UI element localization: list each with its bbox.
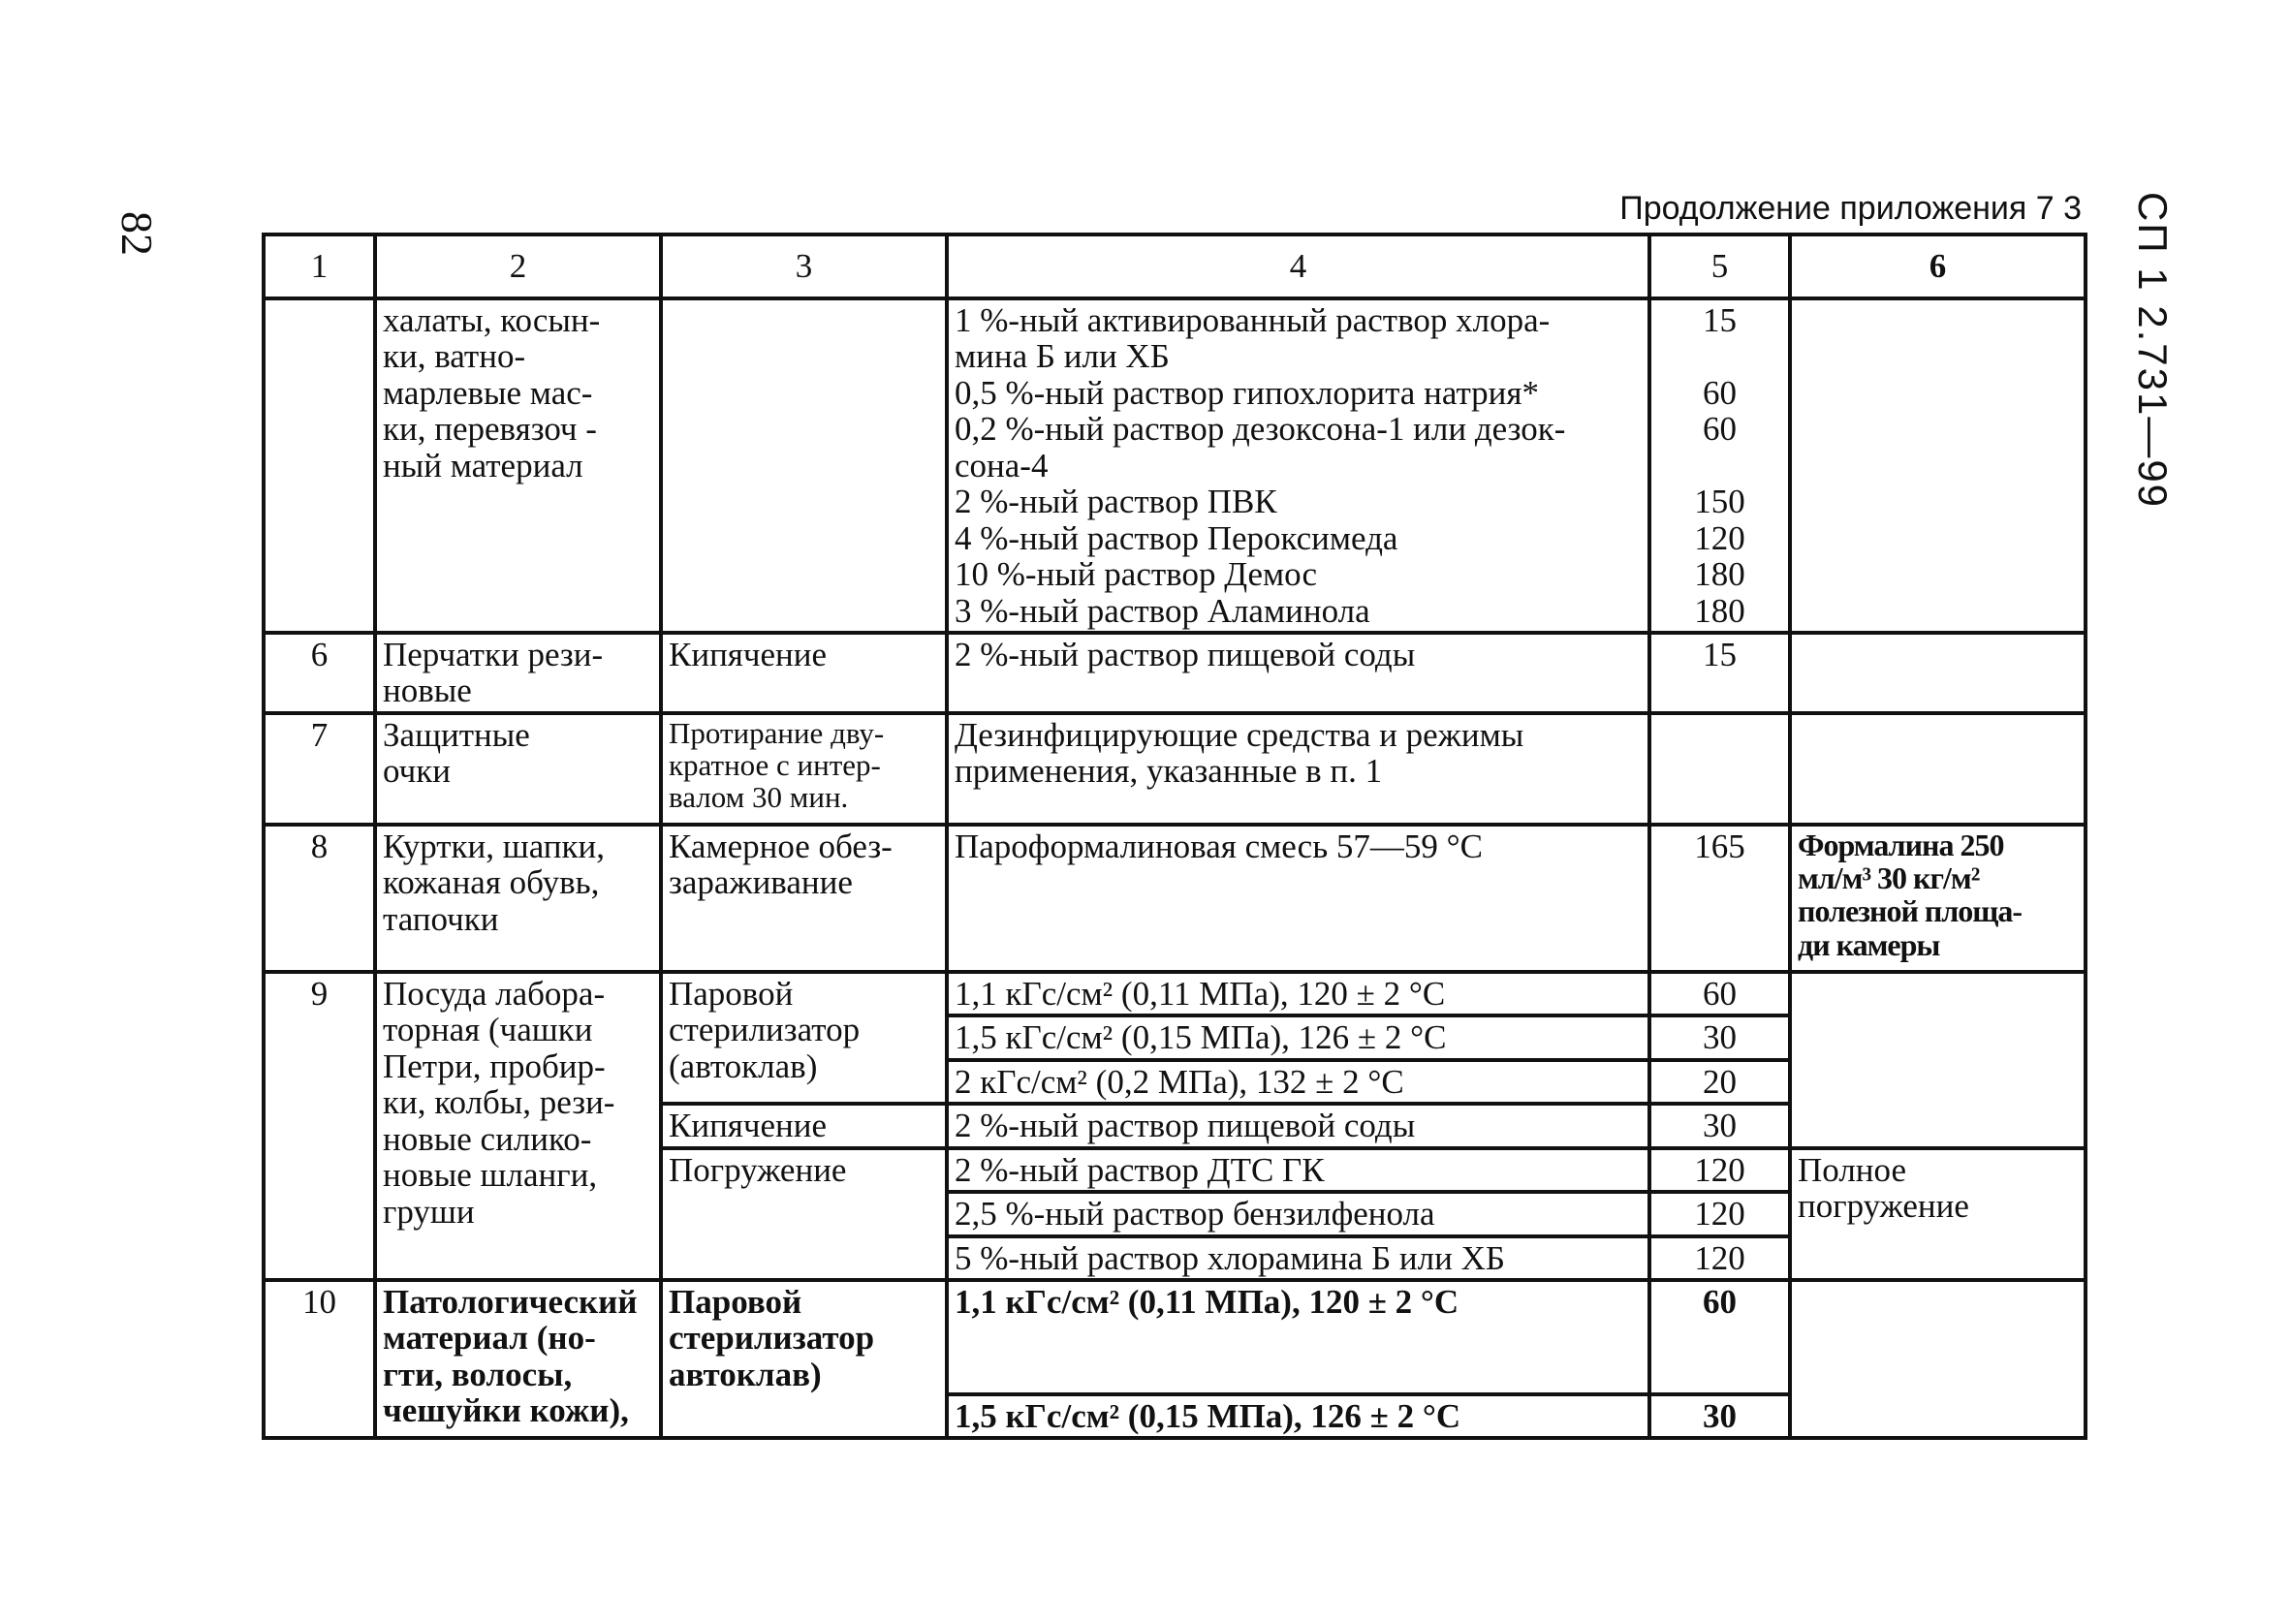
row-number-cell: 10 <box>264 1280 375 1438</box>
agent-line: 0,2 %-ный раствор дезоксона-1 или дезок- <box>955 410 1566 449</box>
note-line: мл/м³ 30 кг/м² <box>1798 860 1980 896</box>
method-cell <box>661 972 947 1104</box>
row-number-cell: 7 <box>264 713 375 825</box>
header-cell: 5 <box>1649 234 1790 298</box>
agent-cell: 1,5 кГс/см² (0,15 МПа), 126 ± 2 °С <box>947 1394 1649 1438</box>
object-line: Перчатки рези- <box>383 636 604 673</box>
method-line: стерилизатор <box>669 1011 861 1049</box>
document-code: СП 1 2.731—99 <box>2130 192 2176 510</box>
table-row <box>264 713 2086 825</box>
row-number-cell: 8 <box>264 825 375 972</box>
time-cell <box>1649 298 1790 633</box>
agent-cell: 1,1 кГс/см² (0,11 МПа), 120 ± 2 °С <box>947 972 1649 1015</box>
object-line: ный материал <box>383 446 583 484</box>
time-cell: 30 <box>1649 1394 1790 1438</box>
note-cell <box>1790 298 2086 633</box>
method-line: стерилизатор <box>669 1319 875 1358</box>
object-cell <box>375 825 661 972</box>
method-line: Протирание дву- <box>669 715 885 750</box>
agent-line: 10 %-ный раствор Демос <box>955 555 1318 594</box>
object-line: очки <box>383 752 451 791</box>
note-cell <box>1790 972 2086 1148</box>
note-cell <box>1790 825 2086 972</box>
continuation-caption: Продолжение приложения 7 3 <box>1619 190 2082 227</box>
note-cell <box>1790 1280 2086 1438</box>
object-line: марлевые мас- <box>383 373 593 412</box>
object-line: Петри, пробир- <box>383 1046 606 1085</box>
table-row <box>264 633 2086 713</box>
method-line: Камерное обез- <box>669 827 893 865</box>
agent-cell: 2 %-ный раствор ДТС ГК <box>947 1148 1649 1192</box>
agent-line: 3 %-ный раствор Аламинола <box>955 591 1370 630</box>
header-cell: 1 <box>264 234 375 298</box>
agent-cell <box>947 633 1649 713</box>
method-line: зараживание <box>669 863 853 902</box>
table-row <box>264 972 2086 1015</box>
object-line: чешуйки кожи), <box>383 1391 629 1430</box>
object-line: ки, ватно- <box>383 337 526 376</box>
method-line: кратное с интер- <box>669 748 881 783</box>
object-cell <box>375 972 661 1280</box>
table-row <box>264 298 2086 633</box>
header-cell: 6 <box>1790 234 2086 298</box>
table-row <box>264 1280 2086 1394</box>
object-line: ки, колбы, рези- <box>383 1083 615 1122</box>
object-line: новые <box>383 671 472 710</box>
object-cell <box>375 298 661 633</box>
agent-line: 0,5 %-ный раствор гипохлорита натрия* <box>955 373 1539 412</box>
time-value: 150 <box>1694 483 1745 521</box>
method-line: автоклав) <box>669 1355 822 1393</box>
page-number: 82 <box>112 211 162 256</box>
object-line: Патологический <box>383 1282 638 1321</box>
time-cell: 165 <box>1649 825 1790 972</box>
time-cell: 30 <box>1649 1104 1790 1147</box>
method-cell <box>661 825 947 972</box>
object-line: груши <box>383 1192 475 1231</box>
agent-line: сона-4 <box>955 446 1049 484</box>
note-cell <box>1790 713 2086 825</box>
object-line: торная (чашки <box>383 1011 593 1049</box>
agent-cell: 1,5 кГс/см² (0,15 МПа), 126 ± 2 °С <box>947 1015 1649 1059</box>
header-cell: 4 <box>947 234 1649 298</box>
object-cell <box>375 633 661 713</box>
object-line: новые силико- <box>383 1119 592 1158</box>
agent-cell <box>947 825 1649 972</box>
object-cell <box>375 713 661 825</box>
object-line: гти, волосы, <box>383 1355 573 1393</box>
note-line: ди камеры <box>1798 926 1940 962</box>
object-line: халаты, косын- <box>383 301 601 339</box>
time-value: 15 <box>1703 301 1737 339</box>
agent-line: 2 %-ный раствор пищевой соды <box>955 636 1416 673</box>
method-line: Кипячение <box>669 636 828 673</box>
header-cell: 2 <box>375 234 661 298</box>
time-cell: 60 <box>1649 1280 1790 1394</box>
method-line: (автоклав) <box>669 1046 818 1085</box>
agent-line: 4 %-ный раствор Пероксимеда <box>955 518 1398 557</box>
time-cell: 20 <box>1649 1060 1790 1104</box>
object-line: ки, перевязоч - <box>383 410 597 449</box>
method-line: валом 30 мин. <box>669 780 849 815</box>
object-line: новые шланги, <box>383 1156 598 1195</box>
time-value: 180 <box>1694 591 1745 630</box>
note-cell <box>1790 633 2086 713</box>
note-line: полезной площа- <box>1798 893 2022 929</box>
object-line: кожаная обувь, <box>383 863 600 902</box>
header-row <box>264 234 2086 298</box>
time-cell: 30 <box>1649 1015 1790 1059</box>
object-line: материал (но- <box>383 1319 596 1358</box>
row-number-cell <box>264 298 375 633</box>
object-line: Защитные <box>383 715 530 754</box>
agent-cell: 2,5 %-ный раствор бензилфенола <box>947 1192 1649 1235</box>
object-line: Куртки, шапки, <box>383 827 606 865</box>
time-value: 60 <box>1703 410 1737 449</box>
agent-cell <box>947 298 1649 633</box>
agent-cell: 2 кГс/см² (0,2 МПа), 132 ± 2 °С <box>947 1060 1649 1104</box>
agent-line: применения, указанные в п. 1 <box>955 752 1383 791</box>
note-line: Полное <box>1798 1150 1906 1189</box>
method-cell <box>661 298 947 633</box>
agent-cell: 1,1 кГс/см² (0,11 МПа), 120 ± 2 °С <box>947 1280 1649 1394</box>
object-line: тапочки <box>383 899 499 938</box>
agent-cell <box>947 713 1649 825</box>
time-value: 120 <box>1694 518 1745 557</box>
method-cell <box>661 713 947 825</box>
object-line: Посуда лабора- <box>383 974 606 1013</box>
time-cell: 120 <box>1649 1148 1790 1192</box>
method-line: Паровой <box>669 1282 802 1321</box>
time-cell: 15 <box>1649 633 1790 713</box>
method-cell: Погружение <box>661 1148 947 1280</box>
agent-line: Пароформалиновая смесь 57—59 °С <box>955 827 1484 865</box>
row-number-cell: 9 <box>264 972 375 1280</box>
note-cell <box>1790 1148 2086 1280</box>
time-cell: 120 <box>1649 1192 1790 1235</box>
note-line: Формалина 250 <box>1798 827 2004 862</box>
table-row <box>264 825 2086 972</box>
header-cell: 3 <box>661 234 947 298</box>
disinfection-table <box>262 233 2087 1440</box>
agent-line: 1 %-ный активированный раствор хлора- <box>955 301 1551 339</box>
method-cell <box>661 1280 947 1438</box>
time-cell: 60 <box>1649 972 1790 1015</box>
agent-line: Дезинфицирующие средства и режимы <box>955 715 1524 754</box>
object-cell <box>375 1280 661 1438</box>
row-number-cell: 6 <box>264 633 375 713</box>
method-line: Паровой <box>669 974 794 1013</box>
agent-line: 2 %-ный раствор ПВК <box>955 483 1277 521</box>
agent-line: мина Б или ХБ <box>955 337 1170 376</box>
time-value: 60 <box>1703 373 1737 412</box>
agent-cell: 5 %-ный раствор хлорамина Б или ХБ <box>947 1236 1649 1280</box>
method-cell <box>661 633 947 713</box>
method-cell: Кипячение <box>661 1104 947 1147</box>
time-cell: 120 <box>1649 1236 1790 1280</box>
time-cell <box>1649 713 1790 825</box>
note-line: погружение <box>1798 1187 1969 1226</box>
time-value: 180 <box>1694 555 1745 594</box>
agent-cell: 2 %-ный раствор пищевой соды <box>947 1104 1649 1147</box>
